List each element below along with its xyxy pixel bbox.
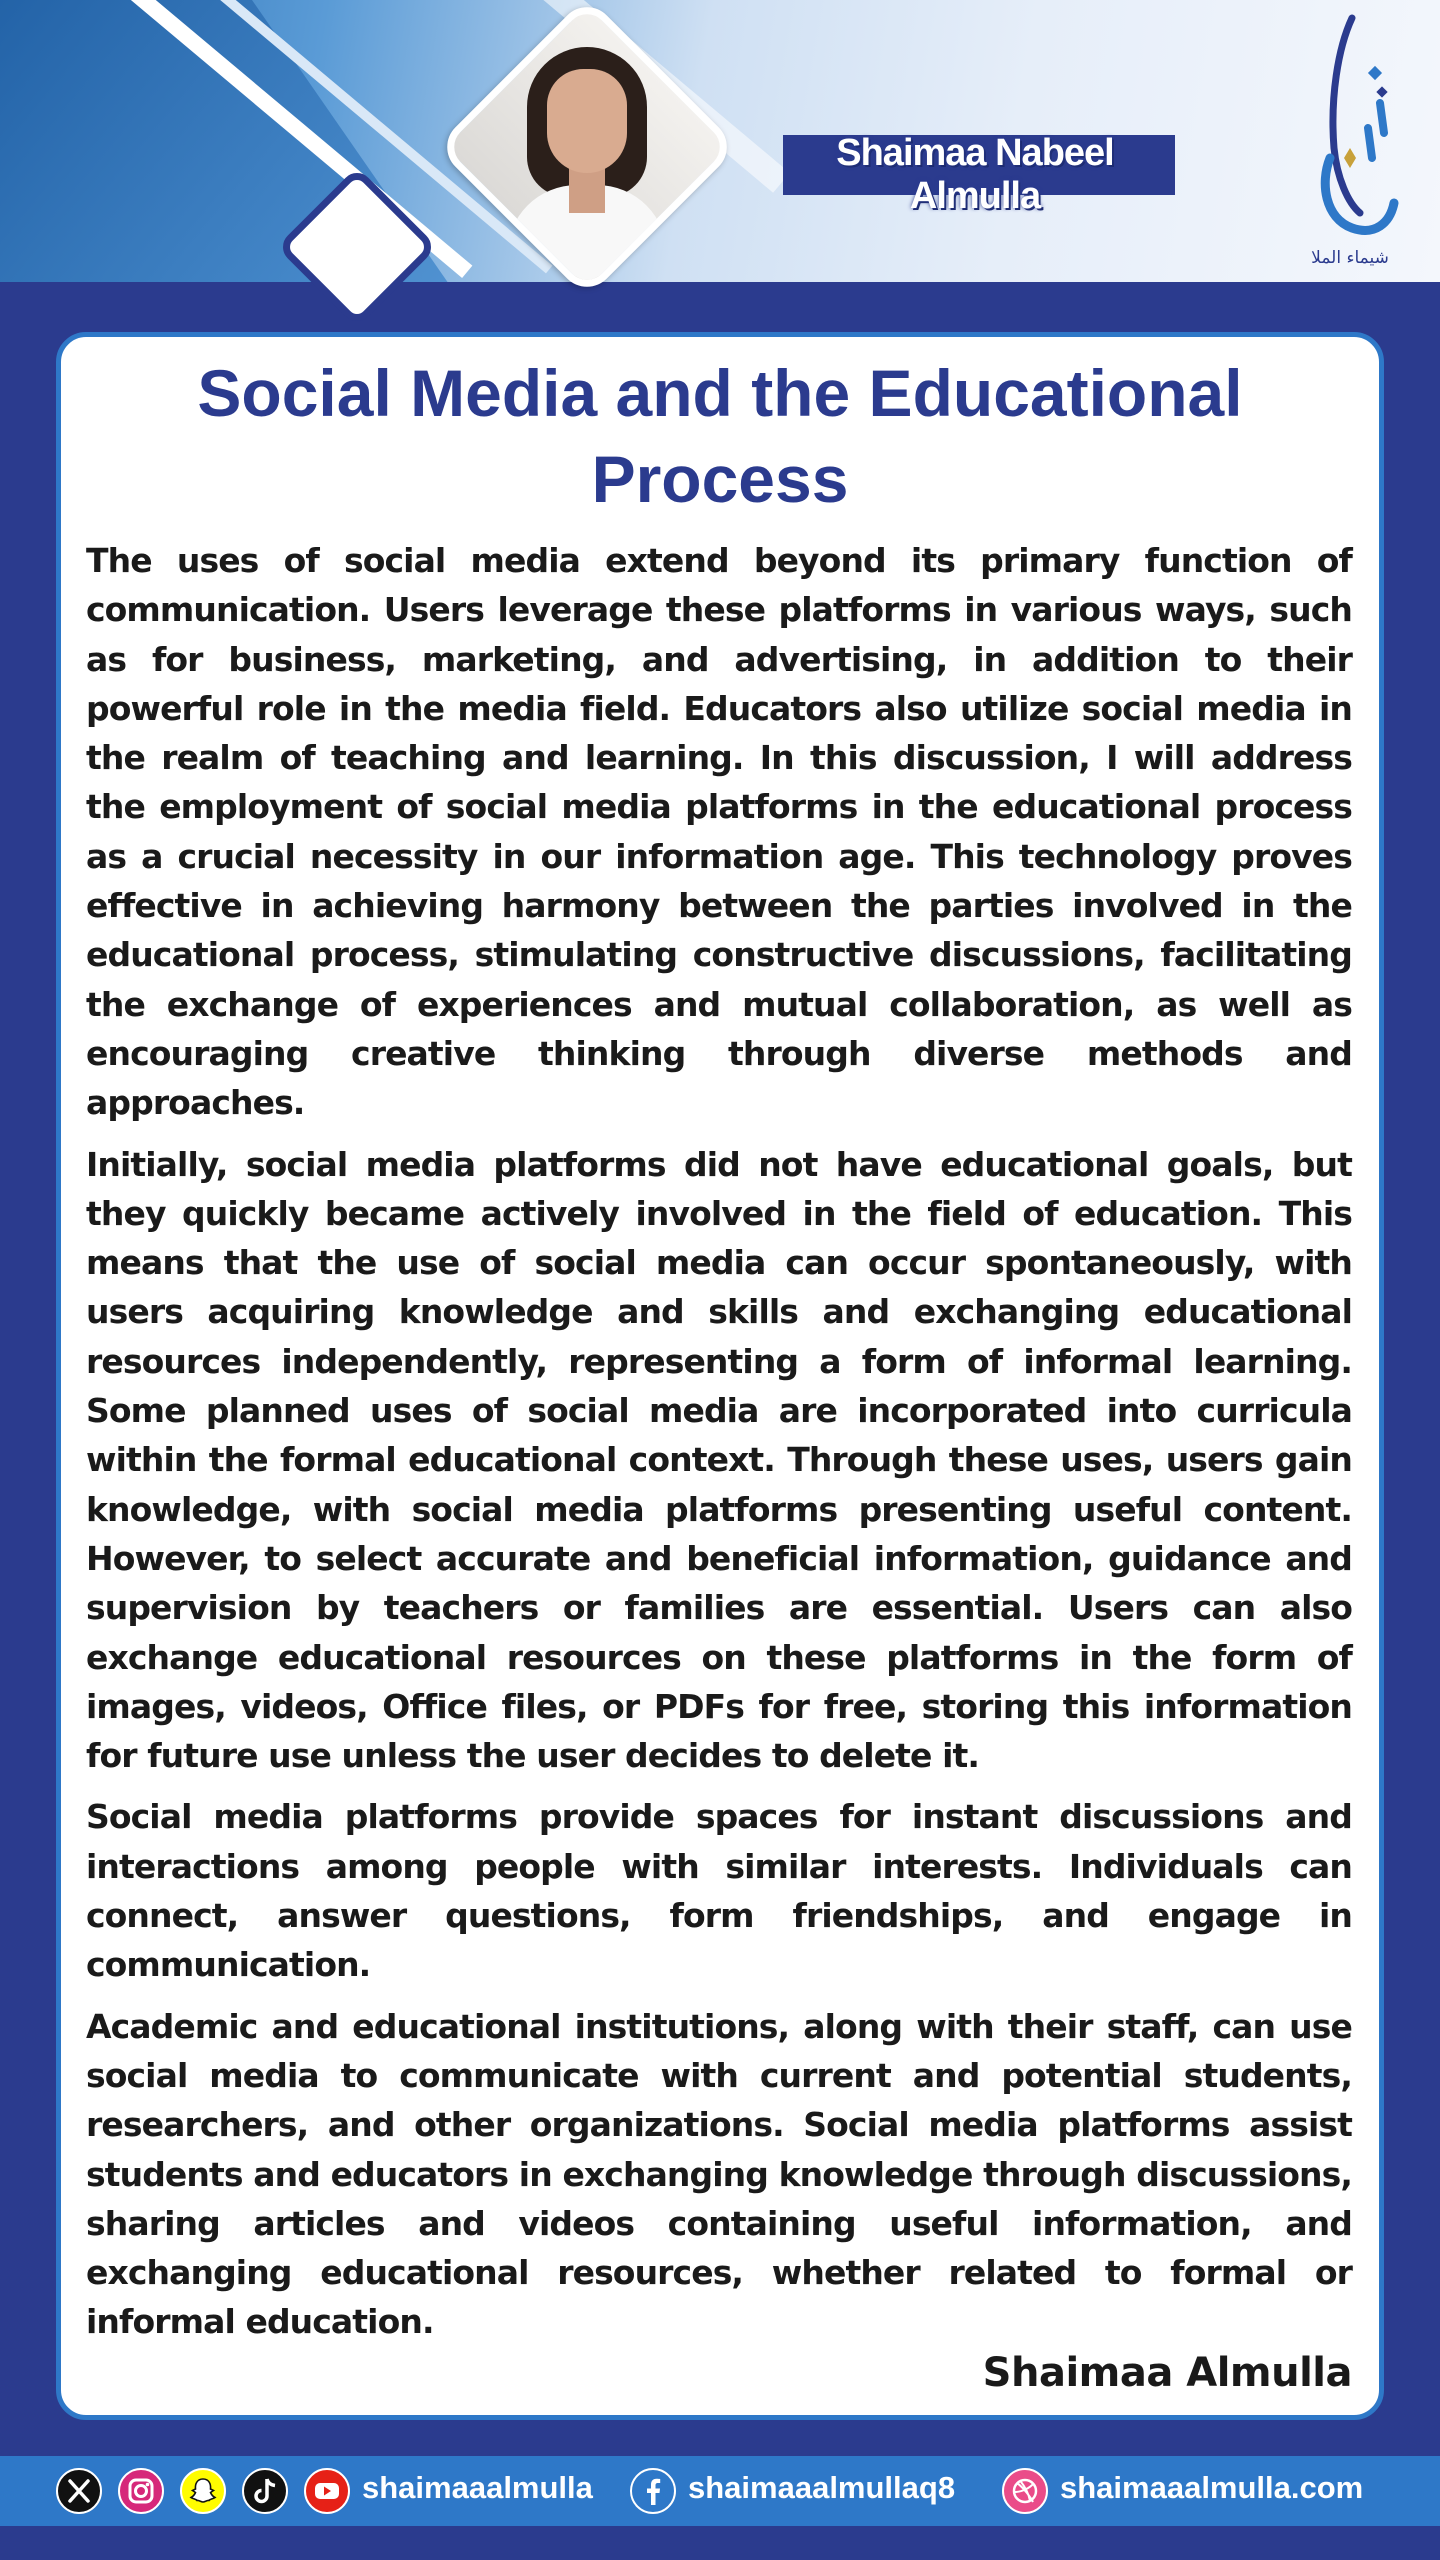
author-name: Shaimaa Nabeel Almulla — [836, 132, 1114, 217]
facebook-icon[interactable] — [630, 2468, 676, 2514]
dribbble-icon[interactable] — [1002, 2468, 1048, 2514]
facebook-handle[interactable]: shaimaaalmullaq8 — [688, 2470, 956, 2505]
article-body — [86, 536, 1352, 2359]
social-handle[interactable]: shaimaaalmulla — [362, 2470, 593, 2505]
website-link[interactable]: shaimaaalmulla.com — [1060, 2470, 1364, 2505]
article-signature: Shaimaa Almulla — [982, 2350, 1352, 2396]
instagram-icon[interactable] — [118, 2468, 164, 2514]
article-paragraph: The uses of social media extend beyond its primary function of communication. Users leverage these platforms in various ways, such as for business, marketing, and advertising, in addition to their powerful role in the media field. Educators also utilize social media in the realm of teaching and learning. In this discussion, I will address the employment of social media platforms in the educational process as a crucial necessity in our information age. This technology proves effective in achieving harmony between the parties involved in the educational process, stimulating constructive discussions, facilitating the exchange of experiences and mutual collaboration, as well as encouraging creative thinking through diverse methods and approaches. — [86, 541, 1352, 1123]
article-paragraph: Social media platforms provide spaces for instant discussions and interactions among people with similar interests. Individuals can connect, answer questions, form friendships, and engage in communication. — [86, 1797, 1352, 1985]
article-paragraph: Initially, social media platforms did not have educational goals, but they quickly became actively involved in the field of education. This means that the use of social media can occur spontaneously, with users acquiring knowledge and skills and exchanging educational resources independently, representing a form of informal learning. Some planned uses of social media are incorporated into curricula within the formal educational context. Through these uses, users gain knowledge, with social media platforms presenting useful content. However, to select accurate and beneficial information, guidance and supervision by teachers or families are essential. Users can also exchange educational resources on these platforms in the form of images, videos, Office files, or PDFs for free, storing this information for future use unless the user decides to delete it. — [86, 1144, 1352, 1776]
youtube-icon[interactable] — [304, 2468, 350, 2514]
tiktok-icon[interactable] — [242, 2468, 288, 2514]
snapchat-icon[interactable] — [180, 2468, 226, 2514]
calligraphy-logo-icon — [1290, 8, 1410, 278]
article-paragraph: Academic and educational institutions, along with their staff, can use social media to communicate with current and potential students, researchers, and other organizations. Social media platforms assist students and educators in exchanging knowledge through discussions, sharing articles and videos containing useful information, and exchanging educational resources, whether related to formal or informal education. — [86, 2006, 1352, 2342]
x-icon[interactable] — [56, 2468, 102, 2514]
article-title: Social Media and the Educational Process — [197, 356, 1243, 516]
logo-caption: شيماء الملا — [1311, 248, 1389, 268]
